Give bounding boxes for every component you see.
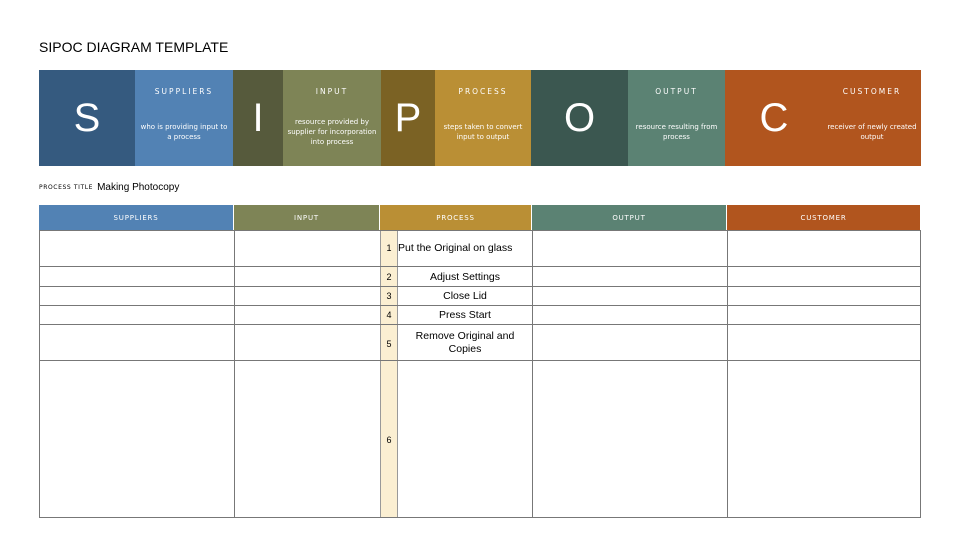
input-description: resource provided by supplier for incorporation into process: [287, 118, 377, 146]
process-title-value: Making Photocopy: [97, 181, 180, 193]
table-header-customer: CUSTOMER: [727, 205, 921, 230]
step-text: Remove Original and Copies: [415, 330, 515, 355]
process-letter: P: [394, 95, 422, 140]
step-number: 3: [386, 291, 392, 301]
page-title: SIPOC DIAGRAM TEMPLATE: [39, 39, 229, 55]
input-info-tile: [283, 70, 381, 166]
table-header-process: PROCESS: [380, 205, 532, 230]
process-description: steps taken to convert input to output: [443, 123, 523, 141]
suppliers-info-tile: [135, 70, 233, 166]
suppliers-description: who is providing input to a process: [140, 123, 228, 141]
process-title-row: [39, 180, 179, 194]
process-title-label: PROCESS TITLE: [39, 183, 94, 191]
suppliers-heading: SUPPLIERS: [154, 87, 214, 96]
table-header-input: INPUT: [234, 205, 380, 230]
step-number: 4: [386, 310, 392, 320]
step-number: 5: [386, 339, 392, 349]
output-description: resource resulting from process: [635, 123, 718, 141]
output-heading: OUTPUT: [655, 87, 698, 96]
customer-description: receiver of newly created output: [827, 123, 917, 141]
step-text: Close Lid: [443, 290, 487, 302]
step-text: Press Start: [439, 309, 491, 321]
output-info-tile: [628, 70, 725, 166]
step-number: 2: [386, 272, 392, 282]
process-heading: PROCESS: [458, 87, 508, 96]
output-letter-tile: [531, 70, 628, 166]
step-number: 1: [386, 243, 392, 253]
input-letter: I: [252, 95, 264, 140]
output-letter: O: [563, 95, 596, 140]
suppliers-letter: S: [73, 95, 101, 140]
suppliers-letter-tile: [39, 70, 135, 166]
customer-letter: C: [759, 95, 789, 140]
customer-letter-tile: [725, 70, 823, 166]
step-text: Adjust Settings: [429, 271, 501, 283]
process-info-tile: [435, 70, 531, 166]
customer-info-tile: [823, 70, 921, 166]
step-text: Put the Original on glass: [398, 242, 513, 254]
customer-heading: CUSTOMER: [842, 87, 902, 96]
input-heading: INPUT: [315, 87, 349, 96]
process-letter-tile: [381, 70, 435, 166]
table-header-output: OUTPUT: [532, 205, 727, 230]
input-letter-tile: [233, 70, 283, 166]
sipoc-banner: [39, 70, 921, 166]
step-number: 6: [386, 435, 392, 445]
table-header-suppliers: SUPPLIERS: [39, 205, 234, 230]
